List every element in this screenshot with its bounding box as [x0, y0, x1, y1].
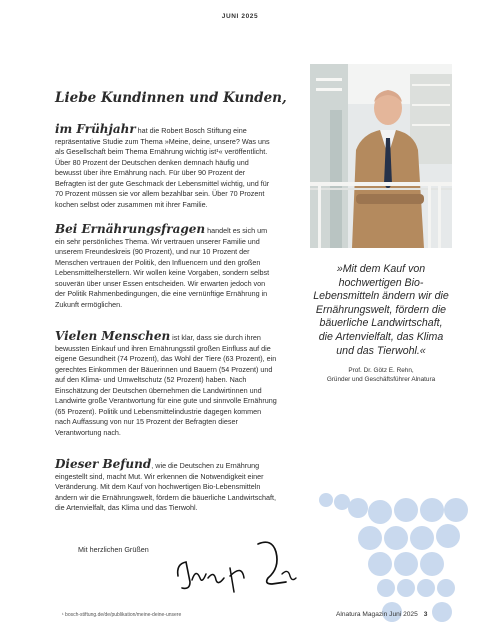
shopping-cart-icon [318, 484, 473, 624]
magazine-name: Alnatura Magazin Juni 2025 [336, 611, 418, 618]
paragraph-lead: Dieser Befund [55, 457, 152, 471]
signature [172, 534, 302, 594]
paragraph-3 [55, 331, 277, 438]
paragraph-lead: Vielen Menschen [55, 329, 171, 343]
paragraph-lead: im Frühjahr [55, 122, 136, 136]
paragraph-text: handelt es sich um ein sehr persönliches Thema. Wir vertrauen unserer Familie und unserem Freundeskreis (90 Prozent), und nur 10 Prozent der Menschen vertrauen der Politik, den Influencern und den großen Lebensmittelherstellern. Wir wollen keine Vorgaben, sondern selbst souverän über unser Essen entscheiden. Wir erwarten jedoch von der Politik Rahmenbedingungen, die eine vernünftige Ernährung in Zukunft ermöglichen. [55, 226, 270, 309]
paragraph-text: , wie die Deutschen zu Ernährung eingestellt sind, macht Mut. Wir erkennen die Notwendigkeit einer Veränderung. Mit dem Kauf von hochwertigen Bio-Lebensmitteln ändern wir die Ernährungswelt, fördern die bäuerliche Landwirtschaft, die Artenvielfalt, das Klima und das Tierwohl. [55, 461, 276, 512]
footnote: ¹ bosch-stiftung.de/de/publikation/meine-deine-unsere [62, 612, 182, 618]
quote-author: Prof. Dr. Götz E. Rehn, [348, 367, 414, 374]
paragraph-4 [55, 459, 277, 514]
paragraph-lead: Bei Ernährungsfragen [55, 222, 206, 236]
greeting: Liebe Kundinnen und Kunden, [55, 90, 287, 106]
paragraph-2 [55, 224, 277, 310]
closing-line: Mit herzlichen Grüßen [78, 545, 149, 554]
portrait-photo [310, 64, 452, 248]
quote-attribution [312, 366, 450, 384]
issue-date: JUNI 2025 [221, 13, 259, 20]
page-footer [336, 611, 427, 618]
quote-author-role: Gründer und Geschäftsführer Alnatura [326, 376, 436, 383]
paragraph-text: ist klar, dass sie durch ihren bewussten Einkauf und ihren Ernährungsstil großen Einfluss auf die eigene Gesundheit (74 Prozent), das Wohl der Tiere (63 Prozent), ein gerechtes Einkommen der Bäuerinnen und Bauern (54 Prozent) und auf den Klima- und Umweltschutz (52 Prozent) haben. Nach Einschätzung der Deutschen übernehmen die Landwirtinnen und Landwirte große Verantwortung für eine gute und sinnvolle Ernährung (65 Prozent). Politik und Lebensmittelindustrie dagegen kommen nach Auffassung von nur 15 Prozent der Befragten dieser Verantwortung nach. [55, 333, 277, 437]
page-number: 3 [423, 611, 428, 618]
paragraph-1 [55, 124, 277, 210]
paragraph-text: hat die Robert Bosch Stiftung eine repräsentative Studie zum Thema »Meine, deine, unsere? Was uns als Gesellschaft beim Thema Ernährung wichtig ist¹« veröffentlicht. Über 80 Prozent der Deutschen denken demnach häufig und bewusst über ihre Ernährung nach. Für über 90 Prozent der Befragten ist der gute Geschmack der Lebensmittel wichtig, und für 70 Prozent müssen sie vor allem bezahlbar sein. Über 70 Prozent kochen selbst oder zusammen mit ihrer Familie. [55, 126, 270, 209]
pull-quote: »Mit dem Kauf von hochwertigen Bio-Lebensmitteln ändern wir die Ernährungswelt, fördern die bäuerliche Landwirtschaft, die Artenvielfalt, das Klima und das Tierwohl.« [313, 263, 449, 357]
